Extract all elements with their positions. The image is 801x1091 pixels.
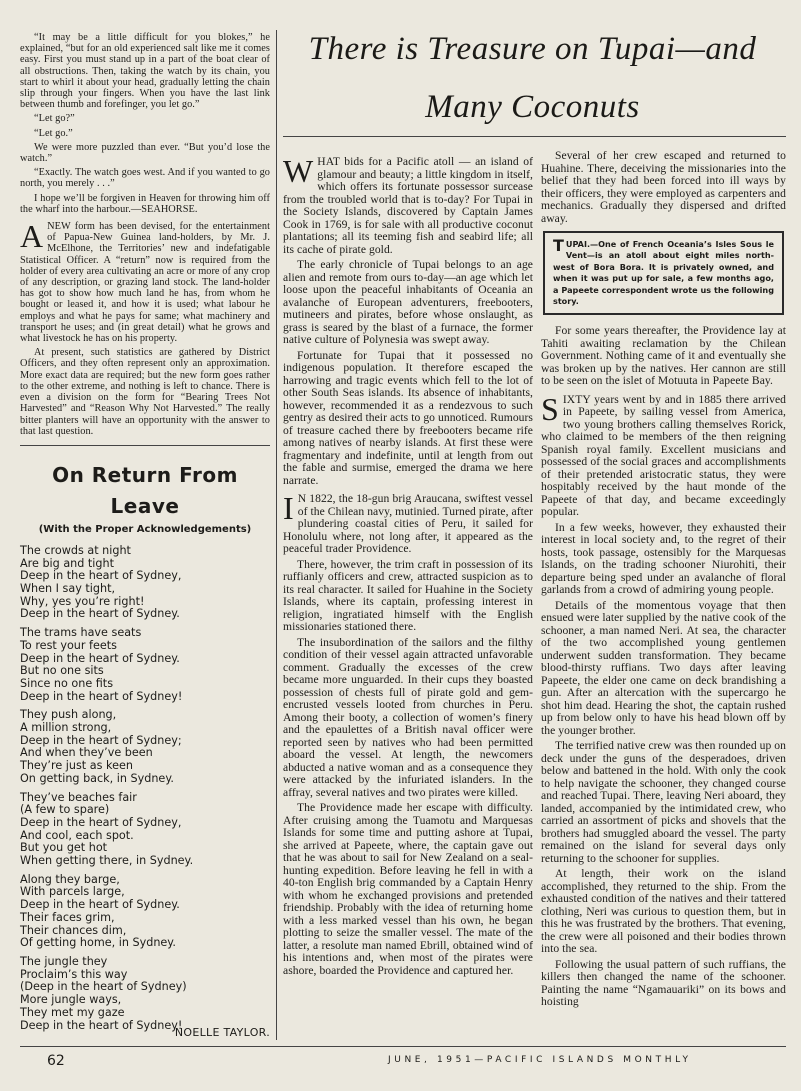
poem-line: A million strong,	[20, 721, 112, 735]
poem-stanza	[20, 709, 270, 785]
poem-line: But you get hot	[20, 841, 108, 855]
drop-cap: W	[283, 153, 314, 189]
poem-line: Deep in the heart of Sydney!	[20, 689, 183, 703]
poem-stanza	[20, 627, 270, 703]
paragraph: “Exactly. The watch goes west. And if you wanted to go north, you merely . . .”	[20, 167, 270, 190]
poem-line: They’ve beaches fair	[20, 790, 137, 804]
paragraph: I N 1822, the 18-gun brig Araucana, swiftest vessel of the Chilean navy, mutinied. Turned pirate, after plundering coastal cities of Peru, it sailed for Honolulu where, not long after, it appeared as the peaceful trader Providence.	[283, 490, 533, 555]
poem-stanza	[20, 792, 270, 868]
page-number: 62	[47, 1053, 65, 1069]
poem-subtitle: (With the Proper Acknowledgements)	[38, 523, 252, 535]
paragraph: “Let go.”	[34, 127, 73, 139]
paragraph: The insubordination of the sailors and the filthy condition of their vessel again attracted unfavorable comment. Gradually the excesses of the crew became more unguarded. In their cups they boasted possession of chests full of pirate gold and gem-encrusted vessels looted from churches in Peru. Among their booty, a collection of women’s finery and the epaulettes of a British naval officer were reported seen by natives who had been permitted aboard the vessel. At length, the newcomers abducted a native woman and as a consequence they were attacked by the infuriated islanders. In the affray, several natives and two pirates were killed.	[283, 635, 533, 799]
drop-cap: I	[283, 490, 294, 526]
paragraph: At length, their work on the island accomplished, they returned to the ship. From the exhausted condition of the natives and their tattered clothing, Neri was curious to question them, but in this he was frustrated by the brothers. That evening, the crew were all poisoned and their bodies thrown into the sea.	[541, 867, 786, 956]
drop-cap: S	[541, 390, 559, 427]
paragraph: The early chronicle of Tupai belongs to an age alien and remote from ours to-day—an age which let loose upon the peaceful inhabitants of Oceania an avalanche of European adventurers, freebooters, mutineers and pirates, before whose onslaught, as grass is seared by the blast of a furnace, the former native culture of Polynesia was swept away.	[283, 258, 533, 346]
article-blocks	[541, 150, 786, 225]
poem-line: On getting back, in Sydney.	[20, 771, 174, 785]
poem-line: More jungle ways,	[20, 993, 122, 1007]
paragraph: I hope we’ll be forgiven in Heaven for throwing him off the wharf into the harbour.—SEAHORSE.	[20, 192, 270, 215]
poem-stanzas	[20, 545, 270, 1032]
poem-author: NOELLE TAYLOR.	[174, 1026, 270, 1040]
paragraph: The terrified native crew was then rounded up on deck under the guns of the desperadoes, driven below and battened in the hold. With only the cook to help navigate the schooner, they changed course and reached Tupai. There, leaving Neri aboard, they landed, accompanied by the intimidated crew, who carried an assortment of picks and shovels that the brothers had smuggled aboard the vessel. The party remained on the island for several days only returning to the schooner for supplies.	[541, 739, 786, 865]
new-form-item	[20, 218, 270, 437]
poem-line: When getting there, in Sydney.	[20, 854, 194, 868]
editor-note-text: UPAI.—One of French Oceania’s Isles Sous le Vent—is an atoll about eight miles north-west of Bora Bora. It is privately owned, and when it was put up for sale, a few months ago, a Papeete correspondent wrote us the following story.	[553, 239, 774, 307]
paragraph: At present, such statistics are gathered by District Officers, and they often represent only an approximation. More exact data are required; but the new form goes rather to the other extreme, and nothing is left to chance. There is even a division on the form for “Bearing Trees Not Harvested” and “Reason Why Not Harvested.” The really bitter planters will have an opportunity with the answer to that last question.	[20, 347, 270, 437]
article-title: There is Treasure on Tupai—and Many Coconuts	[308, 31, 757, 125]
paragraph: There, however, the trim craft in possession of its ruffianly officers and crew, attracted suspicion as to its real character. It sailed for Huahine in the Society Islands, where its captain, professing interest in religion, ingratiated himself with the English missionaries stationed there.	[283, 557, 533, 633]
poem-line: They met my gaze	[20, 1005, 125, 1019]
article-column-1	[283, 150, 533, 980]
footer-rule	[20, 1046, 786, 1047]
paragraph: We were more puzzled than ever. “But you’d lose the watch.”	[20, 141, 270, 165]
poem-title: On Return From Leave	[52, 462, 238, 518]
poem-stanza	[20, 956, 270, 1032]
poem-line: Since no one fits	[20, 676, 114, 690]
article-blocks	[541, 325, 786, 1009]
poem-line: Of getting home, in Sydney.	[20, 936, 176, 950]
paragraph: In a few weeks, however, they exhausted their interest in local society and, to the regret of their hosts, took passage, ostensibly for the Marquesas Islands, on the trading schooner Niurohiti, their departure being sped under an avalanche of floral garlands from a crowd of admiring young people.	[541, 520, 786, 597]
paragraph: Several of her crew escaped and returned to Huahine. There, deceiving the missionaries into the belief that they had been forced into ill ways by their officers, they were employed as carpenters and mechanics. Gradually they dispersed and drifted away.	[541, 149, 786, 225]
poem-line: The jungle they	[20, 955, 108, 968]
paragraph: Details of the momentous voyage that then ensued were later supplied by the native cook of the schooner, a man named Neri. At sea, the character of the two accomplished young gentlemen underwent sudden transformation. They became blood-thirsty ruffians. Two days after leaving Papeete, the elder one came on deck brandishing a gun. After an altercation with the supercargo he shot him dead. Hearing the shot, the captain rushed up from below only to have his head blown off by the younger brother.	[541, 598, 786, 737]
paragraph: Following the usual pattern of such ruffians, the killers then changed the name of the schooner. Painting the name “Ngamauariki” on its bows and hoisting	[541, 957, 786, 1009]
drop-cap: T	[553, 236, 564, 255]
poem-line: And when they’ve been	[20, 746, 153, 760]
publication-footer: JUNE, 1951—PACIFIC ISLANDS MONTHLY	[388, 1055, 692, 1065]
poem-line: But no one sits	[20, 664, 104, 678]
editor-note-box	[543, 231, 784, 315]
poem-line: Deep in the heart of Sydney,	[20, 569, 182, 583]
poem-line: The trams have seats	[20, 626, 142, 640]
paragraph: “It may be a little difficult for you blokes,” he explained, “but for an old experienced salt like me it comes easy. First you must stand up in a part of the boat clear of all obstructions. Then, taking the watch by its chain, you start to whirl it about your head, gradually letting the chain slip through your fingers. When you have the last link between thumb and forefinger, you let go.”	[20, 32, 270, 111]
drop-cap: A	[20, 218, 44, 255]
poem-stanza	[20, 874, 270, 950]
poem-line: Along they barge,	[20, 872, 120, 886]
poem-line: Deep in the heart of Sydney,	[20, 815, 182, 829]
poem-stanza	[20, 545, 270, 621]
paragraph: “Let go?”	[34, 113, 75, 125]
poem-line: Deep in the heart of Sydney.	[20, 898, 180, 912]
poem-line: (A few to spare)	[20, 803, 110, 817]
poem-line: Deep in the heart of Sydney;	[20, 733, 182, 747]
poem-line: With parcels large,	[20, 885, 125, 899]
poem-line: (Deep in the heart of Sydney)	[20, 980, 187, 994]
poem-line: To rest your feets	[20, 638, 117, 652]
poem-line: The crowds at night	[20, 543, 131, 557]
poem-line: They push along,	[20, 708, 117, 722]
paragraph: SIXTY years went by and in 1885 there arrived in Papeete, by sailing vessel from America, two young brothers calling themselves Rorick, who claimed to be members of the then reigning Spanish royal family. Excellent musicians and possessed of the social graces and accomplishments of their pretended aristocratic status, they were hospitably received by the haut monde of the Papeete of that day, and became exceedingly popular.	[541, 390, 786, 519]
poem-line: Their chances dim,	[20, 923, 127, 937]
paragraph: Fortunate for Tupai that it possessed no indigenous population. It therefore escaped the harrowing and tragic events which fell to the lot of other South Seas islands. Its absence of inhabitants, however, recommended it as a rendezvous to such gentry as desired their acts to go unnoticed. Rumours of treasure cached there by freebooters became rife among natives of nearby islands. At first these were fragmentary and indefinite, until at length from out the fable and surmise, emerged the drama we here narrate.	[283, 348, 533, 487]
poem-line: Deep in the heart of Sydney!	[20, 1018, 183, 1032]
paragraph: WHAT bids for a Pacific atoll — an island of glamour and beauty; a little kingdom in itself, which offers its fortunate possessor surcease from the troubled world that is to-day? For Tupai in the Society Islands, discovered by Captain James Cook in 1769, is for sale with all productive coconut plantations; all its teeming fish and seabird life; all its cache of pirate gold.	[283, 153, 533, 256]
divider	[20, 445, 270, 446]
left-column	[20, 32, 270, 1039]
poem-line: Why, yes you’re right!	[20, 594, 145, 608]
poem-line: Deep in the heart of Sydney.	[20, 651, 180, 665]
poem-line: Deep in the heart of Sydney.	[20, 607, 180, 621]
poem-line: When I say tight,	[20, 582, 116, 596]
paragraph: For some years thereafter, the Providence lay at Tahiti awaiting reclamation by the Chilean Government. Nothing came of it and eventually she was broken up by the natives. Her cannon are still to be seen on the islet of Motuuta in Papeete Bay.	[541, 324, 786, 388]
paragraph: ANEW form has been devised, for the entertainment of Papua-New Guinea land-holders, by Mr. J. McElhone, the Territories’ new and indefatigable Statistical Officer. A “return” now is required from the holder of every area cultivating an acre or more of any crop of any description, or grazing land stock. The land-holder has got to show how much land he has, from whom he bought or leased it, and how it is used; what labour he employs and what he pays for same; what machinery and transport he uses; and (in great detail) what he grows and what livestock he has on his property.	[20, 218, 270, 345]
title-rule	[283, 136, 786, 137]
article-column-2	[541, 150, 786, 1012]
poem-line: Proclaim’s this way	[20, 967, 128, 981]
poem-line: They’re just as keen	[20, 759, 133, 773]
poem	[20, 460, 270, 1039]
paragraph: The Providence made her escape with difficulty. After cruising among the Tuamotu and Marquesas Islands for some time and putting ashore at Tupai, she arrived at Papeete, where, the captain gave out that he was about to sail for New Zealand on a seal-hunting expedition. Before leaving he fell in with a 40-ton English brig commanded by a Captain Henry with whom he exchanged provisions and pretended friendship. Probably with the idea of returning home with a less marked vessel than his own, he began plotting to seize the smaller vessel. The mate of the latter, a resolute man named Ebrill, obtained wind of his intentions and, when most of the pirates were ashore, boarded the Providence and captured her.	[283, 801, 533, 977]
seahorse-anecdote	[20, 32, 270, 215]
poem-line: And cool, each spot.	[20, 828, 134, 842]
column-divider	[276, 30, 277, 1040]
poem-line: Are big and tight	[20, 556, 114, 570]
poem-line: Their faces grim,	[20, 910, 115, 924]
